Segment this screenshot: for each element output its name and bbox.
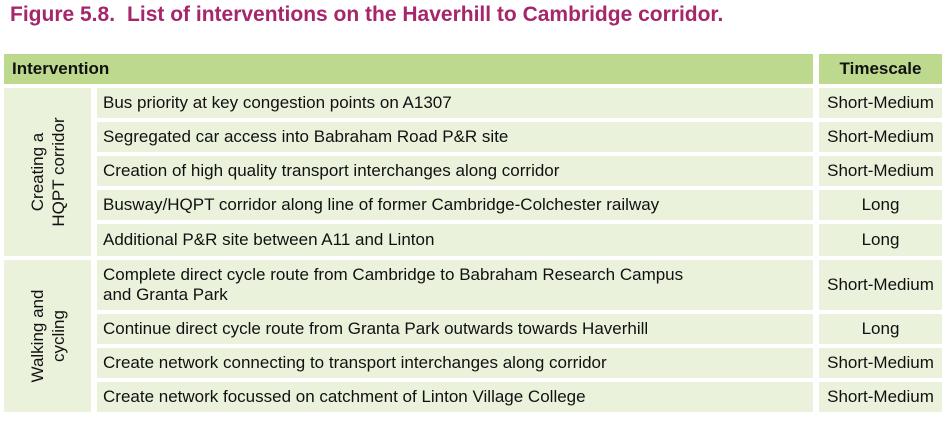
group-label-hqpt xyxy=(4,88,91,256)
figure-number: Figure 5.8. xyxy=(10,3,116,26)
table-row-intervention: Bus priority at key congestion points on A1307 xyxy=(97,88,813,118)
group-label-line: cycling xyxy=(48,310,68,362)
intervention-line: and Granta Park xyxy=(103,285,228,304)
group-label-line: Walking and xyxy=(27,289,47,383)
table-row-intervention: Create network focussed on catchment of Linton Village College xyxy=(97,382,813,412)
table-row-timescale: Long xyxy=(819,314,942,344)
header-timescale: Timescale xyxy=(819,54,942,84)
intervention-line: Complete direct cycle route from Cambridge to Babraham Research Campus xyxy=(103,265,684,284)
table-row-intervention: Busway/HQPT corridor along line of former Cambridge-Colchester railway xyxy=(97,190,813,220)
group-label-line: Creating a xyxy=(27,132,47,212)
table-row-timescale: Short-Medium xyxy=(819,382,942,412)
table-row-timescale: Short-Medium xyxy=(819,156,942,186)
figure-caption: List of interventions on the Haverhill to Cambridge corridor. xyxy=(127,3,724,26)
group-label-line: HQPT corridor xyxy=(48,117,68,227)
interventions-table xyxy=(4,54,942,412)
table-row-intervention: Additional P&R site between A11 and Linton xyxy=(97,224,813,256)
figure-title xyxy=(10,3,723,27)
table-row-timescale: Short-Medium xyxy=(819,122,942,152)
table-row-timescale: Long xyxy=(819,190,942,220)
table-row-intervention xyxy=(97,260,813,310)
table-row-timescale: Short-Medium xyxy=(819,88,942,118)
header-intervention: Intervention xyxy=(4,54,813,84)
table-row-intervention: Create network connecting to transport interchanges along corridor xyxy=(97,348,813,378)
table-row-intervention: Segregated car access into Babraham Road P&R site xyxy=(97,122,813,152)
table-row-timescale: Short-Medium xyxy=(819,348,942,378)
table-row-timescale: Short-Medium xyxy=(819,260,942,310)
table-row-intervention: Continue direct cycle route from Granta Park outwards towards Haverhill xyxy=(97,314,813,344)
table-row-intervention: Creation of high quality transport interchanges along corridor xyxy=(97,156,813,186)
group-label-walking-cycling xyxy=(4,260,91,412)
table-row-timescale: Long xyxy=(819,224,942,256)
